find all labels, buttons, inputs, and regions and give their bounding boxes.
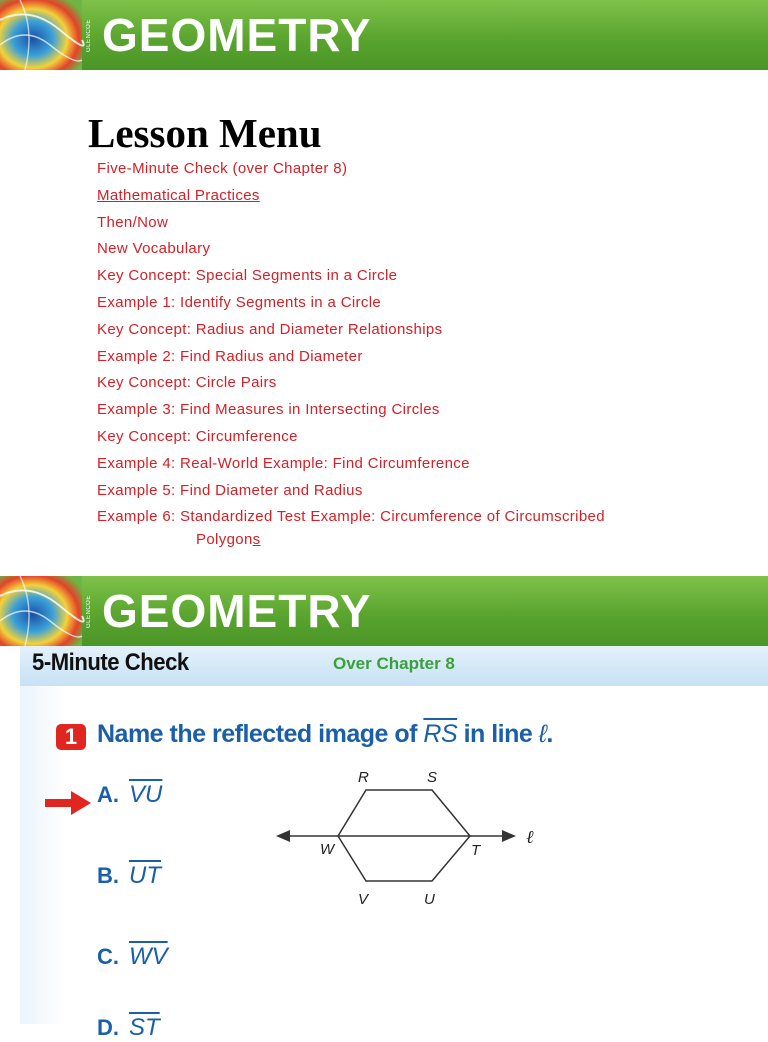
five-minute-check-label: 5-Minute Check [32,649,189,676]
question-number-badge: 1 [56,724,86,750]
menu-item-example-2[interactable]: Example 2: Find Radius and Diameter [97,347,363,365]
menu-item-new-vocabulary[interactable]: New Vocabulary [97,240,211,258]
menu-item-example-5[interactable]: Example 5: Find Diameter and Radius [97,481,363,499]
menu-item-example-1[interactable]: Example 1: Identify Segments in a Circle [97,293,382,311]
point-label-s: S [427,769,438,786]
line-symbol: ℓ [538,720,547,748]
banner-title: GEOMETRY [102,585,372,637]
menu-item-then-now[interactable]: Then/Now [97,213,169,231]
point-label-t: T [471,842,481,859]
hexagon-reflection-diagram [270,766,550,916]
over-chapter-label: Over Chapter 8 [333,654,455,673]
selected-answer-arrow-icon [45,791,91,815]
menu-item-example-4[interactable]: Example 4: Real-World Example: Find Circumference [97,454,470,472]
point-label-u: U [424,891,435,908]
lesson-menu-list [97,156,605,548]
lesson-menu-title: Lesson Menu [88,110,322,156]
menu-item-key-concept-circumference[interactable]: Key Concept: Circumference [97,427,298,445]
geometry-banner [0,576,768,646]
point-label-w: W [320,841,335,858]
answer-option-b[interactable]: B. $\overline{UT}$ [97,862,161,889]
menu-item-key-concept-radius-diameter[interactable]: Key Concept: Radius and Diameter Relationships [97,320,443,338]
slide-five-minute-check [0,576,768,1041]
publisher-label: GLENCOE [86,595,92,629]
menu-item-example-6-continuation: Polygons [196,531,261,549]
banner-graphic [0,0,82,70]
menu-item-example-6[interactable]: Example 6: Standardized Test Example: Circumference of Circumscribed Polygons [97,508,605,549]
point-label-v: V [358,891,369,908]
menu-item-mathematical-practices[interactable]: Mathematical Practices [97,186,260,204]
publisher-label: GLENCOE [86,19,92,53]
menu-item-example-3[interactable]: Example 3: Find Measures in Intersecting Circles [97,401,440,419]
answer-option-d[interactable]: D. $\overline{ST}$ [97,1014,160,1041]
answer-option-a[interactable]: A. $\overline{VU}$ [97,781,163,808]
banner-graphic [0,576,82,646]
menu-item-key-concept-circle-pairs[interactable]: Key Concept: Circle Pairs [97,374,277,392]
menu-item-key-concept-special-segments[interactable]: Key Concept: Special Segments in a Circle [97,267,398,285]
banner-title: GEOMETRY [102,9,372,61]
menu-item-five-minute-check[interactable]: Five-Minute Check (over Chapter 8) [97,160,348,177]
line-label: ℓ [526,827,534,847]
five-minute-check-header [20,646,768,686]
point-label-r: R [358,769,369,786]
question-segment: $\overline{RS}$ [423,720,458,748]
answer-option-c[interactable]: C. $\overline{WV}$ [97,943,168,970]
geometry-banner [0,0,768,70]
question-text: Name the reflected image of $\overline{RS}$ in line ℓ. [97,720,553,748]
